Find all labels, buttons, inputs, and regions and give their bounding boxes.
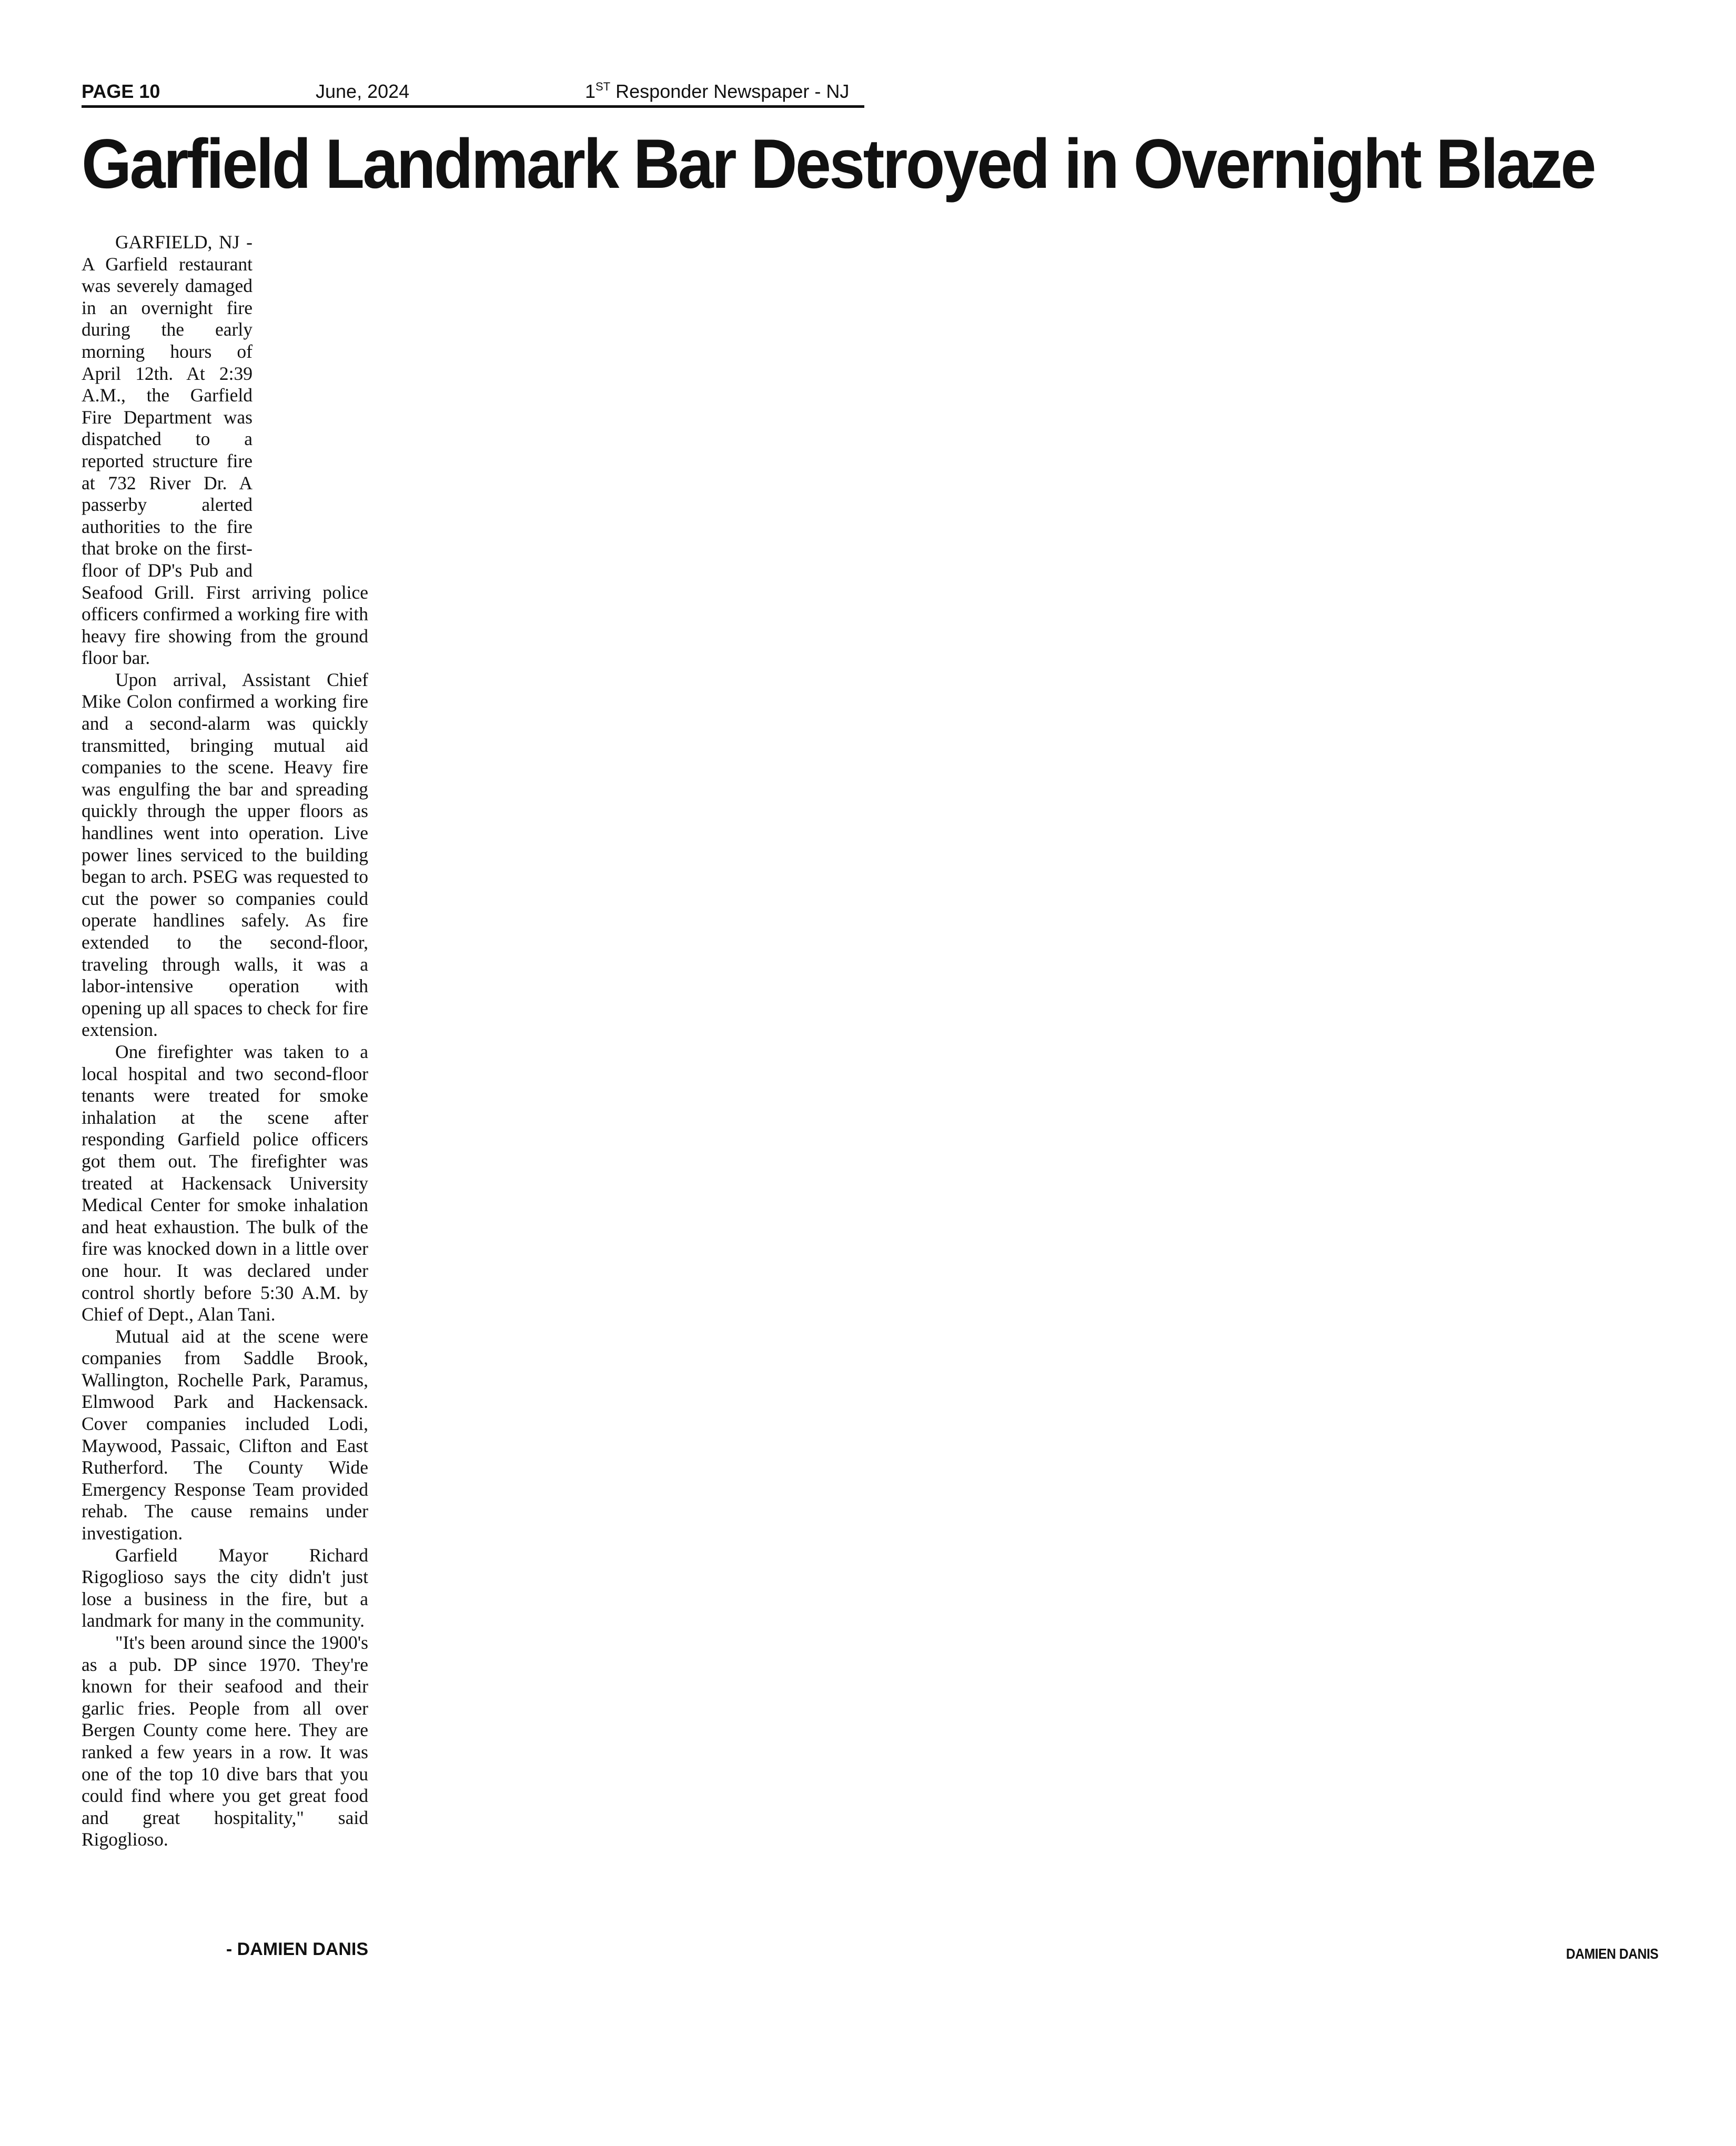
article-paragraph: Garfield Mayor Richard Rigoglioso says the city didn't just lose a business in the fire, but a landmark for many in the community. bbox=[82, 1544, 368, 1631]
newspaper-name-superscript: ST bbox=[596, 80, 611, 93]
page-header bbox=[82, 78, 864, 108]
photo-wrap-space bbox=[253, 231, 368, 563]
article-paragraph: "It's been around since the 1900's as a pub. DP since 1970. They're known for their seafood and their garlic fries. People from all over Bergen County come here. They are ranked a few years in a row. It was one of the top 10 dive bars that you could find where you get great food and great hospitality," said Rigoglioso. bbox=[82, 1632, 368, 1850]
newspaper-name bbox=[585, 78, 849, 105]
article-paragraph: GARFIELD, NJ - A Garfield restaurant was severely damaged in an overnight fire during the early morning hours of April 12th. At 2:39 A.M., the Garfield Fire Department was dispatched to a reported structure fire at 732 River Dr. A passerby alerted authorities to the fire that broke on the first-floor of DP's Pub and Seafood Grill. First arriving police officers confirmed a working fire with heavy fire showing from the ground floor bar. bbox=[82, 231, 368, 669]
article-paragraph: Upon arrival, Assistant Chief Mike Colon confirmed a working fire and a second-alarm was quickly transmitted, bringing mutual aid companies to the scene. Heavy fire was engulfing the bar and spreading quickly through the upper floors as handlines went into operation. Live power lines serviced to the building began to arch. PSEG was requested to cut the power so companies could operate handlines safely. As fire extended to the second-floor, traveling through walls, it was a labor-intensive operation with opening up all spaces to check for fire extension. bbox=[82, 669, 368, 1041]
article-byline: - DAMIEN DANIS bbox=[226, 1939, 368, 1959]
page-number: PAGE 10 bbox=[82, 80, 160, 102]
newspaper-name-prefix: 1 bbox=[585, 80, 596, 102]
article-paragraph: Mutual aid at the scene were companies from Saddle Brook, Wallington, Rochelle Park, Paramus, Elmwood Park and Hackensack. Cover companies included Lodi, Maywood, Passaic, Clifton and East Rutherford. The County Wide Emergency Response Team provided rehab. The cause remains under investigation. bbox=[82, 1325, 368, 1544]
article-column bbox=[82, 231, 368, 1851]
headline: Garfield Landmark Bar Destroyed in Overnight Blaze bbox=[82, 125, 1594, 203]
photo-credit: DAMIEN DANIS bbox=[1566, 1946, 1658, 1962]
article-paragraph: One firefighter was taken to a local hospital and two second-floor tenants were treated for smoke inhalation at the scene after responding Garfield police officers got them out. The firefighter was treated at Hackensack University Medical Center for smoke inhalation and heat exhaustion. The bulk of the fire was knocked down in a little over one hour. It was declared under control shortly before 5:30 A.M. by Chief of Dept., Alan Tani. bbox=[82, 1041, 368, 1325]
newspaper-name-rest: Responder Newspaper - NJ bbox=[610, 80, 850, 102]
issue-date: June, 2024 bbox=[316, 80, 410, 102]
